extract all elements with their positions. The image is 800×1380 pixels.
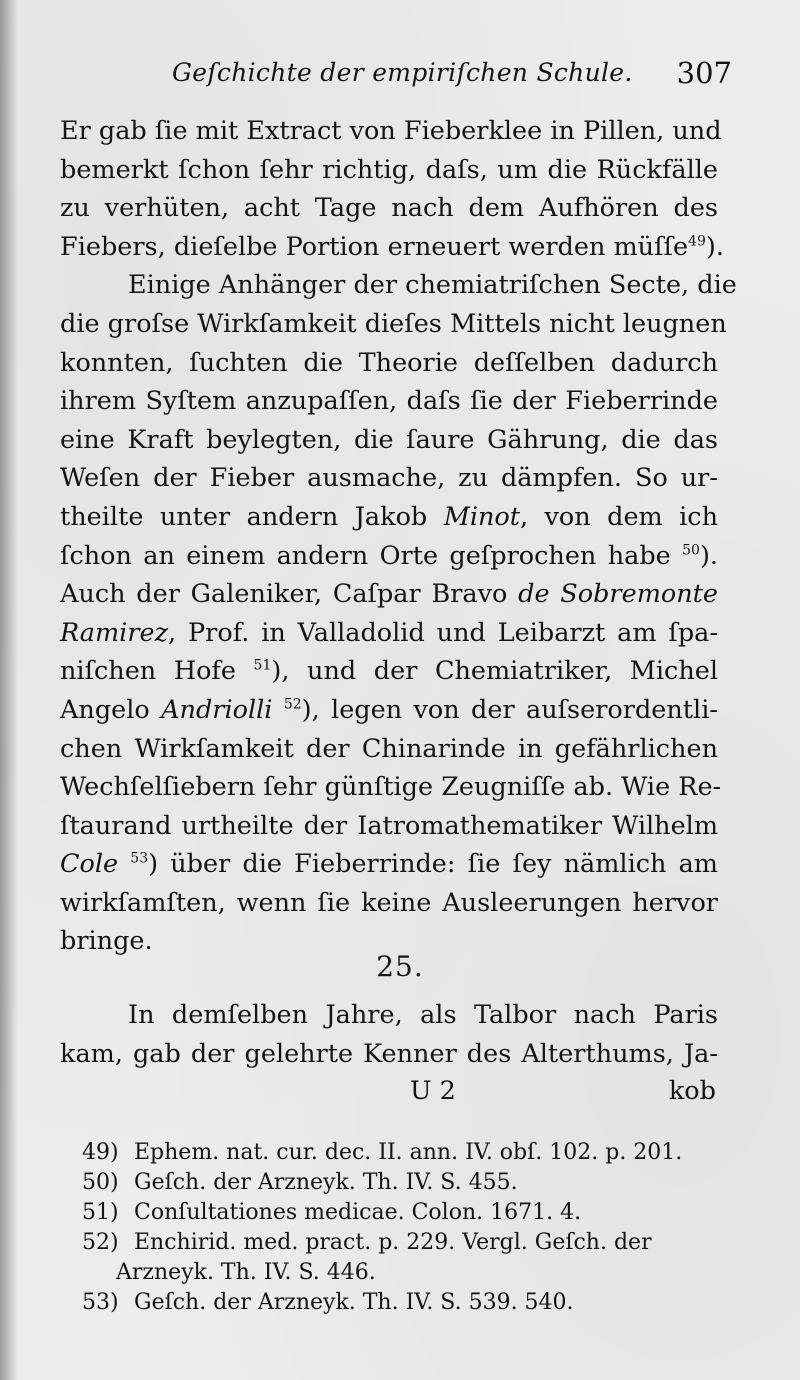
text-line: die groſse Wirkſamkeit dieſes Mittels nicht leugnen bbox=[60, 308, 727, 339]
footnote-text: Ephem. nat. cur. dec. II. ann. IV. obſ. 102. p. 201. bbox=[134, 1140, 683, 1165]
text-line: bringe. bbox=[60, 926, 153, 957]
footnotes bbox=[82, 1138, 722, 1318]
footnote-ref: 51 bbox=[253, 657, 272, 674]
text-line: niſchen Hofe $^{51}$), und der Chemiatriker, Michel bbox=[60, 656, 718, 687]
footnote-number: 50) bbox=[82, 1170, 119, 1195]
text-line: ſchon an einem andern Orte geſprochen habe $^{50}$). bbox=[60, 540, 719, 571]
text-line: bemerkt ſchon ſehr richtig, daſs, um die Rückfälle bbox=[60, 154, 718, 185]
footnote-number: 51) bbox=[82, 1200, 119, 1225]
text-line: konnten, ſuchten die Theorie deſſelben dadurch bbox=[60, 347, 718, 378]
section-number: 25. bbox=[376, 950, 424, 983]
footnote-number: 49) bbox=[82, 1140, 119, 1165]
text-line: theilte unter andern Jakob Minot, von dem ich bbox=[60, 501, 719, 532]
text-line: eine Kraft beylegten, die ſaure Gährung, die das bbox=[60, 424, 718, 455]
text-line: chen Wirkſamkeit der Chinarinde in gefährlichen bbox=[60, 733, 718, 764]
text-line: ihrem Syſtem anzupaſſen, daſs ſie der Fieberrinde bbox=[60, 386, 718, 417]
text-line: Ramirez, Prof. in Valladolid und Leibarzt am ſpa- bbox=[60, 617, 718, 648]
person-name: Minot bbox=[443, 501, 520, 532]
person-name: Cole bbox=[60, 849, 119, 880]
footnote-number: 53) bbox=[82, 1290, 119, 1315]
footnote-text: Geſch. der Arzneyk. Th. IV. S. 455. bbox=[134, 1170, 518, 1195]
footnote bbox=[82, 1198, 722, 1228]
footnote-text: Enchirid. med. pract. p. 229. Vergl. Geſch. der bbox=[134, 1230, 652, 1255]
footnote-text: Geſch. der Arzneyk. Th. IV. S. 539. 540. bbox=[134, 1290, 574, 1315]
footnote-number: 52) bbox=[82, 1230, 119, 1255]
catchline bbox=[60, 1076, 718, 1116]
text-line: In demſelben Jahre, als Talbor nach Paris bbox=[128, 1000, 718, 1030]
text-line: Wechſelſiebern ſehr günſtige Zeugniſſe ab. Wie Re- bbox=[60, 772, 722, 803]
footnote-continuation: Arzneyk. Th. IV. S. 446. bbox=[116, 1260, 376, 1285]
catchword: kob bbox=[668, 1076, 716, 1106]
footnote bbox=[82, 1168, 722, 1198]
text-line: Er gab ſie mit Extract von Fieberklee in Pillen, und bbox=[60, 116, 722, 146]
text-line: Angelo Andriolli $^{52}$), legen von der auſserordentli- bbox=[60, 694, 718, 725]
footnote-ref: 53 bbox=[130, 850, 149, 867]
text-line: kam, gab der gelehrte Kenner des Alterthums, Ja- bbox=[60, 1038, 718, 1069]
text-line: Cole $^{53}$) über die Fieberrinde: ſie ſey nämlich am bbox=[60, 849, 718, 880]
footnote-ref: 49 bbox=[688, 233, 706, 250]
binding-shadow bbox=[0, 0, 18, 1380]
person-name: de Sobremonte bbox=[518, 579, 719, 610]
text-line: Weſen der Fieber ausmache, zu dämpfen. So ur- bbox=[60, 463, 718, 494]
paragraph-25 bbox=[60, 996, 718, 1073]
text-line: wirkſamſten, wenn ſie keine Ausleerungen hervor bbox=[60, 887, 718, 918]
footnote-ref: 50 bbox=[682, 542, 700, 559]
text-line: zu verhüten, acht Tage nach dem Aufhören des bbox=[60, 193, 718, 224]
running-head: Geſchichte der empiriſchen Schule. bbox=[172, 58, 633, 87]
footnote bbox=[82, 1138, 722, 1168]
page-number: 307 bbox=[676, 56, 732, 90]
text-line: ſtaurand urtheilte der Iatromathematiker Wilhelm bbox=[60, 810, 718, 841]
main-text bbox=[60, 112, 737, 961]
footnote bbox=[82, 1228, 722, 1258]
footnote-text: Conſultationes medicae. Colon. 1671. 4. bbox=[134, 1200, 582, 1225]
text-line: Einige Anhänger der chemiatriſchen Secte, die bbox=[128, 270, 737, 301]
text-line: Fiebers, dieſelbe Portion erneuert werden müſſe$^{49}$). bbox=[60, 231, 724, 262]
person-name: Andriolli bbox=[161, 694, 273, 725]
footnote-ref: 52 bbox=[283, 696, 302, 713]
text-line: Auch der Galeniker, Caſpar Bravo de Sobremonte bbox=[60, 579, 719, 610]
footnote bbox=[82, 1288, 722, 1318]
page-header bbox=[60, 52, 740, 98]
person-name: Ramirez bbox=[60, 617, 169, 648]
signature-mark: U 2 bbox=[410, 1076, 456, 1106]
